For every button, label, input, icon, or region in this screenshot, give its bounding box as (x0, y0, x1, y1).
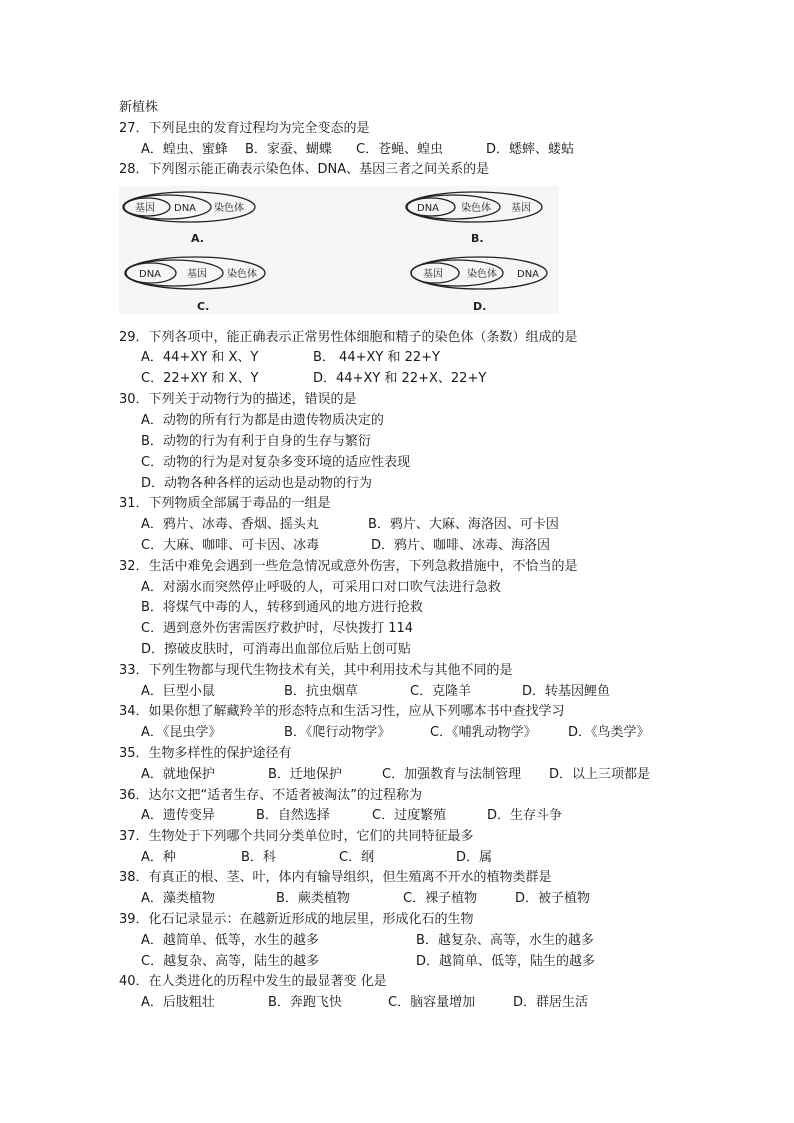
question-35-stem: 35．生物多样性的保护途径有 (119, 746, 292, 761)
diagram-d-label: D. (473, 300, 487, 313)
question-27-option-b: B．家蚕、蝴蝶 (245, 142, 332, 157)
question-39-option-b: B．越复杂、高等，水生的越多 (416, 933, 594, 948)
question-39-option-c: C．越复杂、高等，陆生的越多 (141, 954, 320, 969)
question-38-option-b: B．蕨类植物 (276, 891, 350, 906)
question-37-stem: 37．生物处于下列哪个共同分类单位时，它们的共同特征最多 (119, 829, 474, 844)
question-30-option-b: B．动物的行为有利于自身的生存与繁衍 (141, 434, 371, 449)
question-40-stem: 40．在人类进化的历程中发生的最显著变 化是 (119, 974, 387, 989)
question-29-stem: 29．下列各项中，能正确表示正常男性体细胞和精子的染色体（条数）组成的是 (119, 330, 578, 345)
question-30-option-c: C．动物的行为是对复杂多变环境的适应性表现 (141, 455, 411, 470)
question-38-option-a: A．藻类植物 (141, 891, 215, 906)
diagram-a-inner: 基因 (135, 203, 155, 214)
diagram-b-label: B. (471, 232, 484, 245)
header-fragment: 新植株 (119, 100, 159, 115)
question-33-option-c: C．克隆羊 (410, 684, 472, 699)
diagram-b-outer: 基因 (511, 203, 531, 214)
question-35-option-c: C．加强教育与法制管理 (382, 767, 522, 782)
question-40-option-b: B．奔跑飞快 (268, 995, 342, 1010)
question-35-option-a: A．就地保护 (141, 767, 215, 782)
question-29-option-b: B． 44+XY 和 22+Y (313, 350, 440, 365)
question-27-option-c: C．苍蝇、蝗虫 (356, 142, 444, 157)
question-39-stem: 39．化石记录显示：在越新近形成的地层里，形成化石的生物 (119, 912, 474, 927)
question-37-option-a: A．种 (141, 850, 176, 865)
diagram-c-middle: 基因 (187, 269, 207, 280)
question-35-option-b: B．迁地保护 (268, 767, 342, 782)
diagram-d-outer: DNA (517, 269, 540, 280)
question-40-option-a: A．后肢粗壮 (141, 995, 215, 1010)
diagram-a-middle: DNA (174, 203, 197, 214)
question-37-option-b: B．科 (241, 850, 276, 865)
question-36-option-a: A．遗传变异 (141, 808, 215, 823)
question-30-option-d: D．动物各种各样的运动也是动物的行为 (141, 476, 373, 491)
diagram-a-label: A. (191, 232, 204, 245)
question-33-option-d: D．转基因鲤鱼 (522, 684, 611, 699)
diagram-b-middle: 染色体 (461, 203, 491, 214)
question-36-option-b: B．自然选择 (256, 808, 330, 823)
question-34-option-a: A．《昆虫学》 (141, 725, 222, 740)
diagram-c-inner: DNA (139, 269, 162, 280)
question-38-option-d: D．被子植物 (515, 891, 591, 906)
question-37-option-c: C．纲 (339, 850, 375, 865)
question-30-option-a: A．动物的所有行为都是由遗传物质决定的 (141, 413, 384, 428)
chromosome-dna-gene-diagram (119, 186, 559, 314)
question-32-stem: 32．生活中难免会遇到一些危急情况或意外伤害，下列急救措施中，不恰当的是 (119, 559, 578, 574)
question-36-stem: 36．达尔文把“适者生存、不适者被淘汰”的过程称为 (119, 788, 423, 803)
question-40-option-d: D．群居生活 (513, 995, 589, 1010)
question-40-option-c: C．脑容量增加 (388, 995, 476, 1010)
diagram-d-middle: 染色体 (467, 269, 497, 280)
question-27-option-d: D．蟋蟀、蝼蛄 (486, 142, 575, 157)
question-31-option-c: C．大麻、咖啡、可卡因、冰毒 (141, 538, 320, 553)
question-33-stem: 33．下列生物都与现代生物技术有关，其中利用技术与其他不同的是 (119, 663, 513, 678)
question-27-option-a: A．蝗虫、蜜蜂 (141, 142, 228, 157)
question-29-option-d: D．44+XY 和 22+X、22+Y (313, 371, 487, 386)
question-35-option-d: D．以上三项都是 (549, 767, 651, 782)
question-31-option-b: B．鸦片、大麻、海洛因、可卡因 (368, 517, 559, 532)
question-33-option-b: B．抗虫烟草 (284, 684, 358, 699)
diagram-d-inner: 基因 (423, 269, 443, 280)
question-38-stem: 38．有真正的根、茎、叶，体内有输导组织，但生殖离不开水的植物类群是 (119, 870, 552, 885)
question-31-stem: 31．下列物质全部属于毒品的一组是 (119, 496, 331, 511)
question-27-stem: 27．下列昆虫的发育过程均为完全变态的是 (119, 121, 370, 136)
diagram-c-outer: 染色体 (227, 269, 257, 280)
question-39-option-d: D．越简单、低等，陆生的越多 (416, 954, 596, 969)
question-34-option-d: D．《鸟类学》 (568, 725, 650, 740)
question-39-option-a: A．越简单、低等，水生的越多 (141, 933, 319, 948)
diagram-a-outer: 染色体 (214, 203, 244, 214)
question-32-option-a: A．对溺水而突然停止呼吸的人，可采用口对口吹气法进行急救 (141, 580, 501, 595)
question-33-option-a: A．巨型小鼠 (141, 684, 215, 699)
question-34-option-b: B．《爬行动物学》 (284, 725, 391, 740)
diagram-c-label: C. (197, 300, 210, 313)
question-34-option-c: C．《哺乳动物学》 (430, 725, 537, 740)
question-29-option-c: C．22+XY 和 X、Y (141, 371, 259, 386)
question-38-option-c: C．裸子植物 (403, 891, 478, 906)
question-34-stem: 34．如果你想了解藏羚羊的形态特点和生活习性，应从下列哪本书中查找学习 (119, 704, 565, 719)
question-32-option-b: B．将煤气中毒的人，转移到通风的地方进行抢救 (141, 600, 423, 615)
question-31-option-a: A．鸦片、冰毒、香烟、摇头丸 (141, 517, 319, 532)
question-36-option-d: D．生存斗争 (487, 808, 563, 823)
question-31-option-d: D．鸦片、咖啡、冰毒、海洛因 (371, 538, 551, 553)
question-36-option-c: C．过度繁殖 (372, 808, 447, 823)
diagram-b-inner: DNA (417, 203, 440, 214)
question-37-option-d: D．属 (456, 850, 493, 865)
question-32-option-d: D．擦破皮肤时，可消毒出血部位后贴上创可贴 (141, 642, 412, 657)
question-30-stem: 30．下列关于动物行为的描述，错误的是 (119, 392, 357, 407)
question-28-stem: 28．下列图示能正确表示染色体、DNA、基因三者之间关系的是 (119, 162, 490, 177)
question-29-option-a: A．44+XY 和 X、Y (141, 350, 259, 365)
question-32-option-c: C．遇到意外伤害需医疗救护时，尽快拨打 114 (141, 621, 414, 636)
